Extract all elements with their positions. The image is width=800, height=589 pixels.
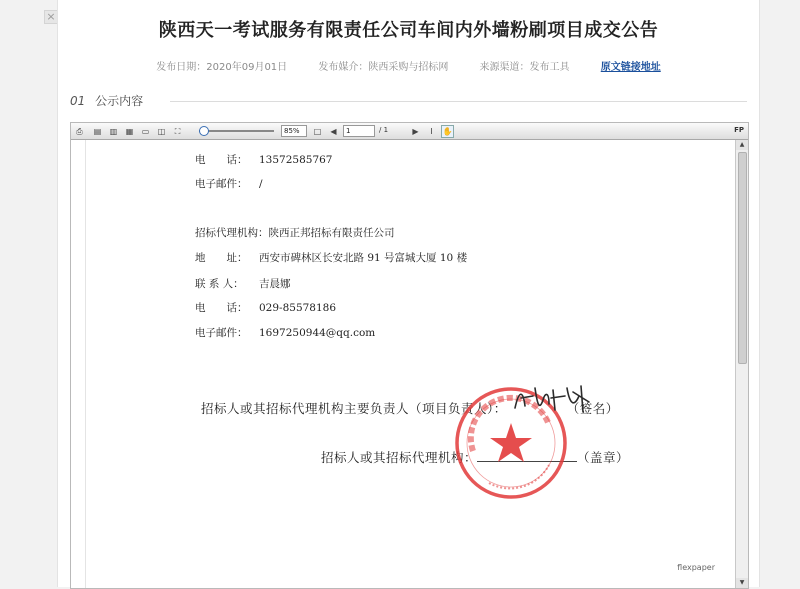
scroll-down-icon[interactable]: ▼ (736, 578, 748, 588)
announcement-card (57, 0, 760, 587)
source-channel: 来源渠道：发布工具 (479, 62, 570, 73)
zoom-input[interactable]: 85% (281, 125, 307, 137)
doc-line-address: 地 址： 西安市碑林区长安北路 91 号富城大厦 10 楼 (195, 252, 468, 264)
section-divider (170, 101, 747, 102)
doc-seal-line: 招标人或其招标代理机构： （盖章） (321, 450, 630, 465)
close-icon[interactable]: × (44, 10, 58, 24)
doc-line-agency-phone: 电 话： 029-85578186 (195, 302, 337, 314)
document-page (71, 140, 735, 588)
handwritten-signature (509, 382, 599, 418)
doc-line-phone: 电 话： 13572585767 (195, 154, 333, 166)
previous-page-icon[interactable]: ◀ (330, 127, 337, 136)
section-title: 公示内容 (95, 94, 144, 108)
thumbnail-icon[interactable]: ▦ (125, 127, 134, 136)
scroll-up-icon[interactable]: ▲ (736, 140, 748, 150)
publish-date: 发布日期：2020年09月01日 (156, 62, 288, 73)
source-link[interactable]: 原文链接地址 (600, 62, 661, 73)
doc-sign-line: 招标人或其招标代理机构主要负责人（项目负责人）： （签名） (201, 401, 619, 416)
zoom-slider-track[interactable] (199, 130, 274, 132)
section-number: 01 (70, 94, 86, 108)
scrollbar-thumb[interactable] (738, 152, 747, 364)
vertical-scrollbar[interactable] (735, 140, 748, 588)
viewer-watermark: flexpaper (677, 563, 715, 572)
fit-page-icon[interactable]: ◫ (157, 127, 166, 136)
meta-bar (58, 58, 759, 73)
text-select-icon[interactable]: I (430, 127, 433, 136)
page-margin-line (85, 140, 86, 588)
viewer-toolbar (71, 123, 748, 140)
print-icon[interactable]: ⎙ (76, 127, 83, 136)
doc-line-agency-email: 电子邮件： 1697250944@qq.com (195, 327, 376, 339)
page-total: / 1 (379, 126, 389, 134)
next-page-icon[interactable]: ▶ (412, 127, 419, 136)
viewer-brand: FP (734, 126, 744, 134)
fit-width-icon[interactable]: ▭ (141, 127, 150, 136)
doc-line-contact: 联 系 人： 吉晨娜 (195, 278, 291, 290)
page-number-input[interactable]: 1 (343, 125, 375, 137)
doc-line-email: 电子邮件： / (195, 178, 263, 190)
two-page-icon[interactable]: ▥ (109, 127, 118, 136)
hand-tool-icon[interactable]: ✋ (442, 127, 453, 136)
fullscreen-toggle-icon[interactable]: □ (313, 127, 322, 136)
page-title: 陕西天一考试服务有限责任公司车间内外墙粉刷项目成交公告 (158, 20, 659, 41)
doc-line-agency: 招标代理机构：陕西正邦招标有限责任公司 (195, 227, 395, 239)
fullscreen-icon[interactable]: ⛶ (174, 127, 181, 136)
zoom-slider-handle[interactable] (199, 126, 209, 136)
single-page-icon[interactable]: ▤ (93, 127, 102, 136)
publish-media: 发布媒介：陕西采购与招标网 (318, 62, 449, 73)
section-header (70, 92, 747, 110)
pdf-viewer (70, 122, 749, 589)
